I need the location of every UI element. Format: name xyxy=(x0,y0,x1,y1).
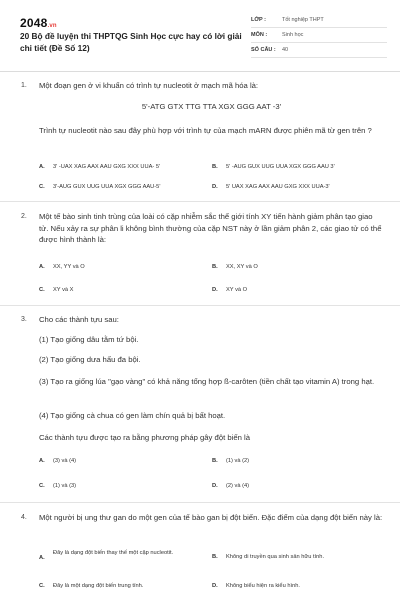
option-label: B. xyxy=(212,164,218,170)
option-text: Không biểu hiện ra kiểu hình. xyxy=(226,583,300,589)
option-text: (2) và (4) xyxy=(226,483,250,489)
meta-count-value: 40 xyxy=(282,47,289,53)
option-text: Đây là dạng đột biến thay thế một cặp nucleotit. xyxy=(53,550,174,556)
option-label: D. xyxy=(212,483,218,489)
question-intro: Cho các thành tựu sau: xyxy=(39,315,119,324)
option-label: A. xyxy=(39,555,45,561)
option-b[interactable] xyxy=(212,264,392,270)
meta-subject-label: MÔN : xyxy=(251,32,268,38)
option-b[interactable] xyxy=(212,458,392,464)
option-label: D. xyxy=(212,287,218,293)
question-prompt: Trình tự nucleotit nào sau đây phù hợp với trình tự của mạch mARN được phiên mã từ gen trên ? xyxy=(39,126,372,135)
option-b[interactable] xyxy=(212,554,392,560)
logo-suffix: .vn xyxy=(47,23,57,29)
meta-grade-label: LỚP : xyxy=(251,17,266,23)
option-d[interactable] xyxy=(212,184,392,190)
question-number: 2. xyxy=(21,213,27,220)
option-label: B. xyxy=(212,458,218,464)
option-text: 3'-AUG GUX UUG UUA XGX GGG AAU-5' xyxy=(53,184,161,190)
option-text: Đây là một dạng đột biến trung tính. xyxy=(53,583,144,589)
option-d[interactable] xyxy=(212,287,392,293)
dna-sequence: 5'-ATG GTX TTG TTA XGX GGG AAT -3' xyxy=(141,102,282,111)
logo-main: 2048 xyxy=(20,16,48,30)
option-label: A. xyxy=(39,458,45,464)
option-c[interactable] xyxy=(39,483,209,489)
option-text: (1) và (3) xyxy=(53,483,77,489)
option-a[interactable] xyxy=(39,264,209,270)
option-text: (3) và (4) xyxy=(53,458,77,464)
option-label: B. xyxy=(212,264,218,270)
option-label: C. xyxy=(39,583,45,589)
question-text: Một tế bào sinh tinh trùng của loài có cặp nhiễm sắc thể giới tính XY tiến hành giảm phân tạo giao tử. Nếu xảy ra sự phân li không bình thường của cặp NST này ở lần giảm phân 2, các giao tử có thể được hình thành là: xyxy=(39,212,382,244)
option-text: 5' -AUG GUX UUG UUA XGX GGG AAU 3' xyxy=(226,164,335,170)
achievement-item: (2) Tạo giống dưa hấu đa bội. xyxy=(39,355,141,364)
achievement-item: (4) Tạo giống cà chua có gen làm chín quả bị bất hoạt. xyxy=(39,411,226,420)
option-c[interactable] xyxy=(39,184,209,190)
question-text: Một người bị ung thư gan do một gen của tế bào gan bị đột biến. Đặc điểm của dạng đột biến này là: xyxy=(39,513,383,522)
option-label: C. xyxy=(39,287,45,293)
question-divider xyxy=(0,305,400,306)
question-number: 1. xyxy=(21,82,27,89)
meta-count-row xyxy=(251,43,387,58)
exam-meta xyxy=(251,13,387,58)
option-a[interactable] xyxy=(39,549,204,563)
option-c[interactable] xyxy=(39,287,209,293)
header xyxy=(0,0,400,66)
option-c[interactable] xyxy=(39,583,209,589)
achievement-item: (3) Tạo ra giống lúa "gạo vàng" có khả năng tổng hợp ß-carôten (tiền chất tạo vitamin A) trong hạt. xyxy=(39,377,375,386)
question-divider xyxy=(0,502,400,503)
option-text: 5' UAX XAG AAX AAU GXG XXX UUA-3' xyxy=(226,184,330,190)
option-label: A. xyxy=(39,164,45,170)
question-text: Một đoạn gen ở vi khuẩn có trình tự nucleotit ở mạch mã hóa là: xyxy=(39,81,259,90)
option-a[interactable] xyxy=(39,164,209,170)
option-text: 3' -UAX XAG AAX AAU GXG XXX UUA- 5' xyxy=(53,164,161,170)
option-label: D. xyxy=(212,184,218,190)
option-label: C. xyxy=(39,483,45,489)
meta-grade-value: Tốt nghiệp THPT xyxy=(282,17,324,23)
meta-grade-row xyxy=(251,13,387,28)
achievement-item: (1) Tạo giống dâu tằm tứ bội. xyxy=(39,335,139,344)
site-logo[interactable] xyxy=(20,16,57,30)
question-number: 4. xyxy=(21,514,27,521)
option-text: XX, XY và O xyxy=(226,264,258,270)
option-text: (1) và (2) xyxy=(226,458,250,464)
document-title: 20 Bộ đề luyện thi THPTQG Sinh Học cực hay có lời giải chi tiết (Đề Số 12) xyxy=(20,31,242,53)
meta-subject-row xyxy=(251,28,387,43)
option-text: XY và X xyxy=(53,287,74,293)
option-label: C. xyxy=(39,184,45,190)
option-text: XX, YY và O xyxy=(53,264,85,270)
option-d[interactable] xyxy=(212,583,392,589)
question-number: 3. xyxy=(21,316,27,323)
option-d[interactable] xyxy=(212,483,392,489)
option-label: A. xyxy=(39,264,45,270)
option-a[interactable] xyxy=(39,458,209,464)
meta-subject-value: Sinh học xyxy=(282,32,304,38)
header-divider xyxy=(0,71,400,72)
option-label: B. xyxy=(212,554,218,560)
question-divider xyxy=(0,201,400,202)
question-prompt: Các thành tựu được tạo ra bằng phương pháp gây đột biến là xyxy=(39,433,251,442)
option-b[interactable] xyxy=(212,164,392,170)
meta-count-label: SỐ CÂU : xyxy=(251,47,276,53)
option-text: XY và O xyxy=(226,287,248,293)
option-label: D. xyxy=(212,583,218,589)
option-text: Không di truyền qua sinh sản hữu tính. xyxy=(226,554,325,560)
